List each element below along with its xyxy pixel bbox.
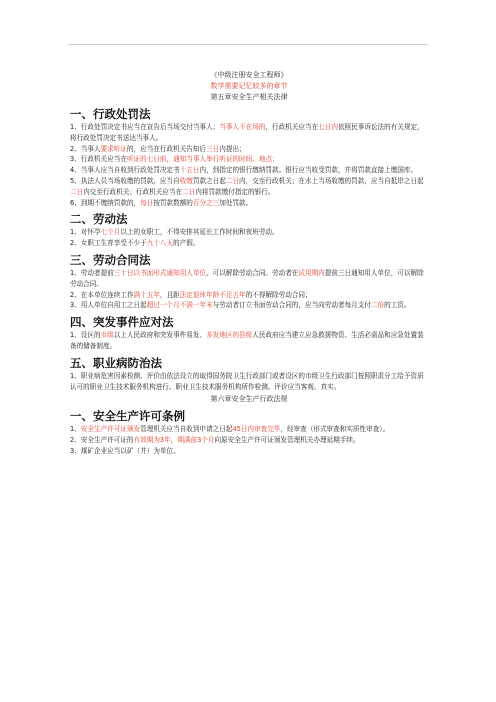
text: 加处罚款。 [219,198,253,207]
text: 1、 [70,425,81,434]
highlight: 听证的七日前，通知当事人举行听证的时间、地点； [126,155,279,164]
highlight: 试用期内 [298,268,325,277]
paragraph [70,227,428,238]
highlight: 二日 [182,187,196,196]
highlight: 超过一个月不满一年未 [146,301,213,310]
highlight: 二倍 [370,301,385,310]
highlight: 要求听证 [100,144,127,153]
text: 内，交至行政机关；在水上当场收缴的罚款，应当自抵岸之日起 [239,176,424,185]
highlight: 市级 [100,331,114,340]
paragraph [70,176,428,198]
text: ， [170,436,178,445]
book-title: 《中级注册安全工程师》 [210,71,288,79]
paragraph [70,238,428,249]
section-heading-admin-penalty: 一、行政处罚法 [70,107,151,121]
text: 管理机关应当自收到申请之日起 [140,425,233,434]
highlight: 多发地区的县级 [206,331,253,340]
header-rule [68,44,428,45]
paragraph [70,290,428,301]
text: 3、行政机关应当在 [70,155,127,164]
section-heading-labor-law: 二、劳动法 [70,212,128,227]
highlight: 十五日 [179,166,200,175]
text: 内将罚款缴付指定的银行。 [195,187,275,196]
text: 2、女职工生育享受不少于 [70,239,147,248]
highlight: 七日内 [318,123,338,131]
section-heading-labor-contract-law: 三、劳动合同法 [70,252,151,267]
highlight: 45日内审查完毕 [232,425,281,434]
text: 内提出； [219,144,246,153]
text: 1、对怀孕 [70,228,101,237]
section-heading-emergency-law: 四、突发事件应对法 [70,315,174,330]
text: 4、当事人应当自收到行政处罚决定书 [70,166,180,175]
highlight: 安全生产许可证颁发 [80,425,141,434]
text: 人民政府应当建立应急救援物资、生活必需品和应急处置装备的储备制度。 [70,331,424,350]
text: 3、煤矿企业应当以矿（井）为单位。 [70,446,180,455]
highlight: 二日 [225,176,240,185]
text: ，可以解除劳动合同。劳动者在 [206,268,299,277]
document-body [70,70,428,457]
text: 2、安全生产许可证的 [70,436,134,445]
text: 按罚款数额的 [153,198,193,207]
text: 的工资。 [384,301,411,310]
paragraph [70,144,428,155]
text: 与劳动者订立书面劳动合同的，应当向劳动者每月支付 [212,301,371,310]
text: 1、行政处罚决定书应当在宣告后当场交付当事人； [70,123,220,131]
text: 的，应当在行政机关告知后 [126,144,207,153]
section-heading-occupational-disease-law: 五、职业病防治法 [70,355,162,370]
paragraph [70,446,428,457]
highlight: 期满前3个月 [177,436,215,445]
highlight: 每日 [140,198,154,207]
text: 的不得解除劳动合同； [245,290,312,299]
highlight: 二日 [70,187,84,196]
text: 1、职业病危害因素检测、评价由依法设立的取得国务院卫生行政部门或者设区的市级卫生行政部门按照职责分工给予资质认可的职业卫生技术服务机构进行。职业卫生技术服务机构所作检测、评价应当客观、真实。 [70,371,424,391]
text: 5、执法人员当场收缴的罚款，应当自 [70,176,180,185]
highlight: 当事人不在场的 [219,123,266,131]
paragraph [70,154,428,165]
highlight: 三日 [206,144,220,153]
text: 向原安全生产许可证颁发管理机关办理延期手续。 [214,436,360,445]
subtitle: 数学需要记忆较多的章节 [210,82,288,90]
paragraph [70,122,428,144]
highlight: 有效期为3年 [133,436,171,445]
chapter-6-title: 第六章安全生产行政法规 [210,395,288,404]
chapter-5-title: 第五章安全生产相关法律 [210,93,288,101]
text: 的产假。 [173,239,200,248]
text: 内交至行政机关；行政机关应当在 [83,187,183,196]
paragraph [70,371,428,393]
text: 依照民事诉讼法的有关规定，将行政处罚决定书送达当事人。 [70,123,424,142]
text: 罚款之日起 [192,176,226,185]
paragraph [70,330,428,352]
text: 2、当事人 [70,144,101,153]
paragraph [70,268,428,290]
text: 1、设区的 [70,331,101,340]
paragraph [70,424,428,435]
text: 以上人民政府和突发事件易发、 [113,331,207,340]
highlight: 七个月 [100,228,121,237]
highlight: 法定退休年龄不足五年 [179,290,246,299]
text: 2、在本单位连续工作 [70,290,134,299]
highlight: 满十五年 [133,290,160,299]
paragraph [70,435,428,446]
text: ，行政机关应当在 [265,123,319,131]
highlight: 九十八天 [146,239,174,248]
paragraph [70,198,428,209]
text: ，且距 [159,290,180,299]
section-heading-safety-permit-regulation: 一、安全生产许可条例 [70,409,185,424]
text: 1、劳动者提前 [70,268,114,277]
text: 3、用人单位自用工之日起 [70,301,147,310]
text: 内，到指定的银行缴纳罚款。银行应当收受罚款，并将罚款直接上缴国库。 [199,166,418,175]
highlight: 三十日以书面形式通知用人单位 [113,268,207,277]
highlight: 收缴 [179,176,193,185]
paragraph [70,165,428,176]
highlight: 百分之三 [192,198,220,207]
text: 6、到期不缴纳罚款的， [70,198,141,207]
text: ，经审查（形式审查和实质性审查）。 [280,425,390,434]
text: 以上的女职工，不得安排其延长工作时间和夜班劳动。 [120,228,279,237]
text: 提前三日通知用人单位，可以解除劳动合同。 [70,268,424,288]
paragraph [70,300,428,311]
